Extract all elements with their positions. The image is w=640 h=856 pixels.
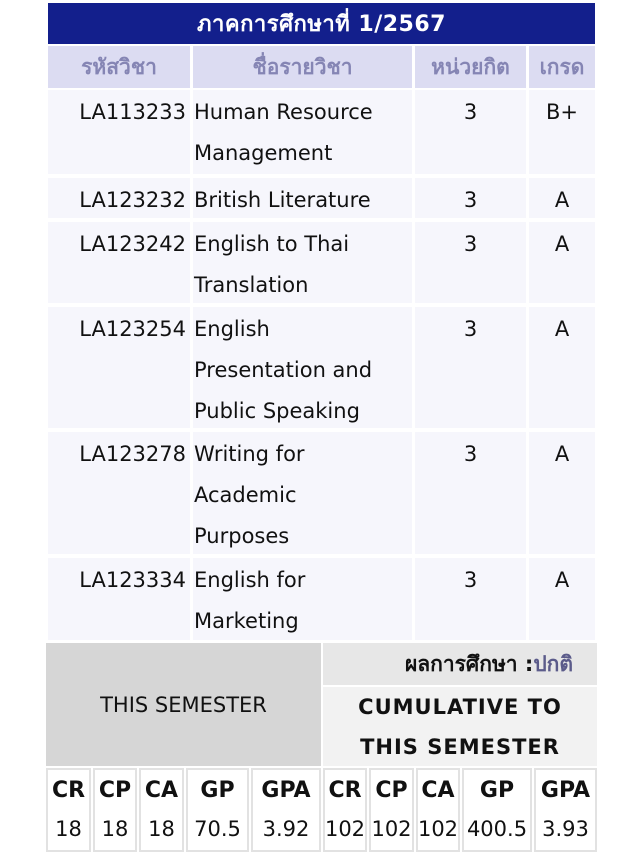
- course-name-line: Marketing: [194, 609, 299, 633]
- course-grade: A: [554, 188, 570, 212]
- cumulative-heading: [323, 687, 597, 766]
- cumulative-stat-gp: [462, 768, 532, 852]
- course-code: LA123232: [79, 188, 186, 212]
- course-name-line: English to Thai: [194, 232, 350, 256]
- cumulative-line-1: CUMULATIVE TO: [358, 694, 562, 719]
- this-semester-stat-cp: [93, 768, 137, 852]
- course-credit: 3: [463, 188, 478, 212]
- stat-label: CP: [375, 778, 408, 803]
- stat-value: 400.5: [466, 817, 528, 841]
- cumulative-line-2: THIS SEMESTER: [360, 734, 560, 759]
- stat-value: 3.93: [542, 817, 589, 841]
- course-name-line: Presentation and: [194, 358, 373, 382]
- course-name-line: Purposes: [194, 524, 290, 548]
- stat-value: 3.92: [262, 817, 310, 841]
- course-grade: B+: [545, 100, 578, 124]
- header-grade: เกรด: [529, 46, 595, 88]
- course-code: LA123242: [79, 232, 186, 256]
- course-name-line: British Literature: [194, 188, 371, 212]
- stat-label: CA: [144, 778, 179, 803]
- course-name: [192, 180, 412, 221]
- course-grade: A: [554, 442, 570, 466]
- course-name: [192, 560, 412, 642]
- stat-value: 18: [148, 817, 175, 841]
- course-name-line: Human Resource: [194, 100, 373, 124]
- header-course-code: รหัสวิชา: [48, 46, 190, 88]
- header-course-name: ชื่อรายวิชา: [193, 46, 412, 88]
- stat-label: CR: [328, 778, 362, 803]
- course-grade: A: [554, 232, 570, 256]
- course-credit: 3: [463, 442, 478, 466]
- course-name: [192, 92, 412, 174]
- course-name: [192, 224, 412, 306]
- result-status: [323, 643, 597, 685]
- course-name-line: Writing for: [194, 442, 305, 466]
- course-code: LA123278: [79, 442, 186, 466]
- this-semester-stat-gpa: [251, 768, 321, 852]
- this-semester-stat-ca: [139, 768, 184, 852]
- cumulative-stat-gpa: [534, 768, 597, 852]
- this-semester-heading: THIS SEMESTER: [46, 643, 321, 766]
- stat-label: CP: [98, 778, 132, 803]
- stat-label: GPA: [540, 778, 591, 803]
- this-semester-stat-cr: [46, 768, 91, 852]
- course-code: LA123254: [79, 317, 186, 341]
- course-credit: 3: [463, 100, 478, 124]
- stat-label: GP: [200, 778, 235, 803]
- course-name-line: English: [194, 317, 270, 341]
- course-credit: 3: [463, 232, 478, 256]
- this-semester-stat-gp: [186, 768, 249, 852]
- course-code: LA113233: [79, 100, 186, 124]
- course-name-line: Translation: [194, 273, 309, 297]
- course-grade: A: [554, 317, 570, 341]
- stat-value: 70.5: [194, 817, 241, 841]
- course-name-line: Management: [194, 141, 333, 165]
- stat-value: 18: [55, 817, 82, 841]
- course-name: [192, 309, 412, 432]
- stat-label: CA: [421, 778, 455, 803]
- course-credit: 3: [463, 568, 478, 592]
- cumulative-stat-ca: [416, 768, 460, 852]
- stat-label: GPA: [261, 778, 311, 803]
- course-name-line: English for: [194, 568, 306, 592]
- result-label: ผลการศึกษา :: [404, 651, 534, 676]
- cumulative-stat-cr: [323, 768, 367, 852]
- course-name-line: Academic: [194, 483, 297, 507]
- cumulative-stat-cp: [369, 768, 414, 852]
- stat-label: GP: [479, 778, 515, 803]
- stat-label: CR: [51, 778, 86, 803]
- stat-value: 102: [371, 817, 412, 841]
- header-credits: หน่วยกิต: [415, 46, 526, 88]
- course-credit: 3: [463, 317, 478, 341]
- stat-value: 18: [101, 817, 129, 841]
- course-grade: A: [554, 568, 570, 592]
- stat-value: 102: [417, 817, 459, 841]
- course-code: LA123334: [79, 568, 186, 592]
- semester-title: ภาคการศึกษาที่ 1/2567: [48, 3, 595, 44]
- result-status-value: ปกติ: [533, 651, 573, 676]
- course-name: [192, 434, 412, 557]
- course-name-line: Public Speaking: [194, 399, 360, 423]
- stat-value: 102: [324, 817, 366, 841]
